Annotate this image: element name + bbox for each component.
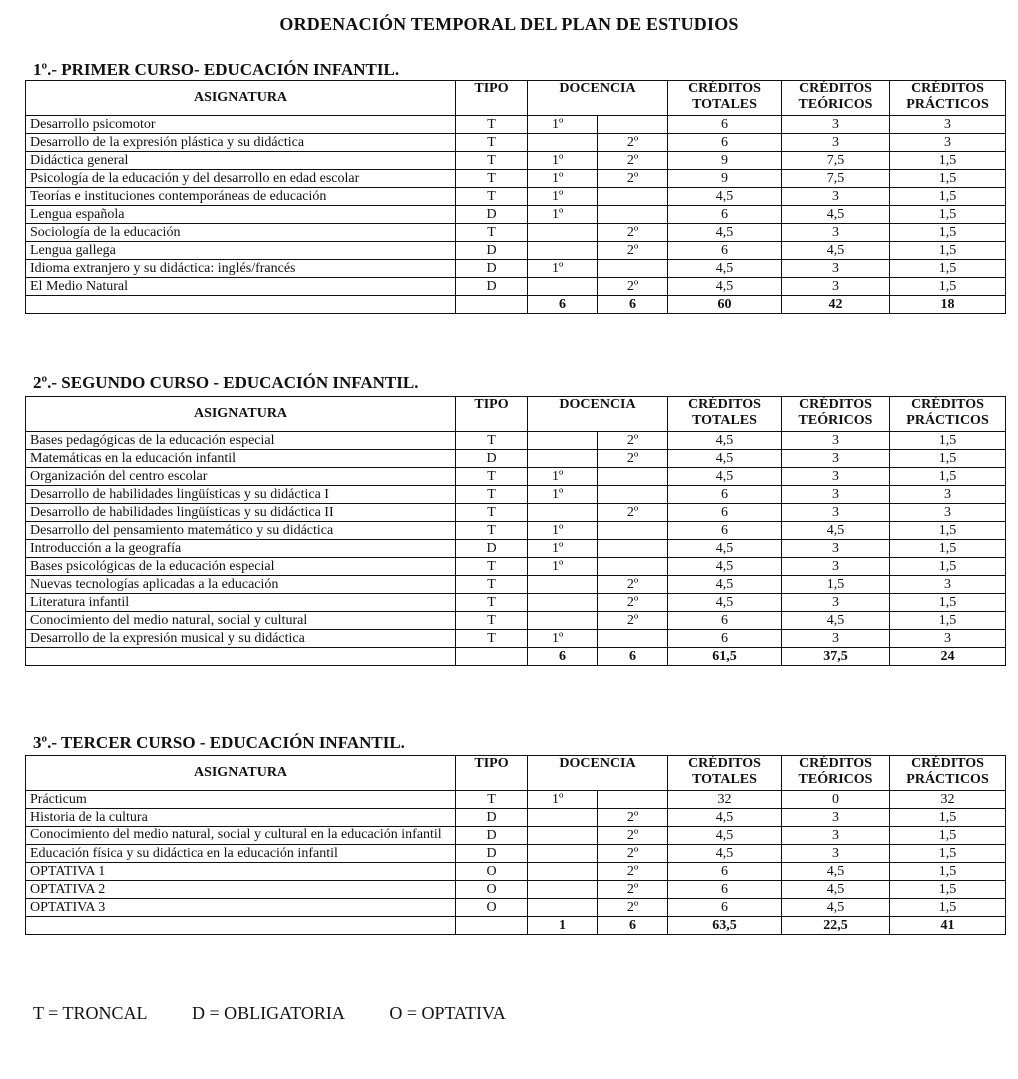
cell-creditos-totales: 6 [668, 206, 782, 224]
cell-asignatura: Desarrollo de habilidades lingüísticas y su didáctica I [26, 486, 456, 504]
total-creditos-teoricos: 37,5 [782, 648, 890, 666]
table-row [26, 558, 1006, 576]
cell-creditos-totales: 6 [668, 242, 782, 260]
section-heading-tercer-curso: 3º.- TERCER CURSO - EDUCACIÓN INFANTIL. [33, 733, 405, 752]
table-row [26, 450, 1006, 468]
cell-docencia-segundo-cuatrimestre: 2º [598, 504, 668, 522]
header-asignatura: ASIGNATURA [26, 397, 456, 432]
table-row [26, 881, 1006, 899]
cell-docencia-primer-cuatrimestre [528, 242, 598, 260]
cell-tipo: T [456, 504, 528, 522]
cell-docencia-primer-cuatrimestre [528, 899, 598, 917]
cell-creditos-totales: 6 [668, 612, 782, 630]
cell-creditos-practicos: 3 [890, 486, 1006, 504]
cell-creditos-totales: 4,5 [668, 450, 782, 468]
cell-docencia-primer-cuatrimestre: 1º [528, 522, 598, 540]
table-total-row [26, 648, 1006, 666]
cell-asignatura: Conocimiento del medio natural, social y cultural en la educación infantil [26, 827, 456, 845]
cell-creditos-totales: 4,5 [668, 845, 782, 863]
cell-asignatura: Introducción a la geografía [26, 540, 456, 558]
total-creditos-totales: 63,5 [668, 917, 782, 935]
cell-creditos-practicos: 1,5 [890, 260, 1006, 278]
total-docencia-segundo: 6 [598, 648, 668, 666]
cell-creditos-totales: 32 [668, 791, 782, 809]
cell-tipo: T [456, 594, 528, 612]
legend-troncal: T = TRONCAL [33, 1003, 148, 1023]
header-tipo: TIPO [456, 756, 528, 791]
cell-tipo: D [456, 242, 528, 260]
table-row [26, 540, 1006, 558]
cell-creditos-teoricos: 3 [782, 432, 890, 450]
cell-creditos-teoricos: 3 [782, 260, 890, 278]
cell-docencia-primer-cuatrimestre: 1º [528, 540, 598, 558]
cell-tipo: T [456, 152, 528, 170]
cell-creditos-teoricos: 4,5 [782, 206, 890, 224]
table-header-row [26, 81, 1006, 116]
cell-creditos-teoricos: 4,5 [782, 881, 890, 899]
total-creditos-teoricos: 22,5 [782, 917, 890, 935]
legend [33, 1003, 546, 1024]
cell-creditos-practicos: 1,5 [890, 242, 1006, 260]
cell-asignatura: Nuevas tecnologías aplicadas a la educación [26, 576, 456, 594]
cell-tipo: O [456, 863, 528, 881]
table-header-row [26, 756, 1006, 791]
cell-creditos-teoricos: 3 [782, 134, 890, 152]
page-title: ORDENACIÓN TEMPORAL DEL PLAN DE ESTUDIOS [279, 14, 739, 34]
table-row [26, 152, 1006, 170]
cell-docencia-segundo-cuatrimestre: 2º [598, 278, 668, 296]
cell-creditos-totales: 6 [668, 522, 782, 540]
cell-creditos-practicos: 1,5 [890, 899, 1006, 917]
cell-tipo: T [456, 558, 528, 576]
cell-asignatura: Desarrollo de la expresión plástica y su didáctica [26, 134, 456, 152]
table-row [26, 863, 1006, 881]
header-creditos-practicos: CRÉDITOS PRÁCTICOS [890, 756, 1006, 791]
cell-creditos-practicos: 1,5 [890, 450, 1006, 468]
cell-docencia-segundo-cuatrimestre [598, 630, 668, 648]
cell-creditos-teoricos: 3 [782, 809, 890, 827]
cell-docencia-primer-cuatrimestre [528, 881, 598, 899]
cell-asignatura: Bases psicológicas de la educación especial [26, 558, 456, 576]
total-blank-cell [456, 648, 528, 666]
cell-docencia-primer-cuatrimestre [528, 594, 598, 612]
legend-obligatoria: D = OBLIGATORIA [192, 1003, 345, 1023]
legend-optativa: O = OPTATIVA [389, 1003, 506, 1023]
cell-creditos-teoricos: 7,5 [782, 152, 890, 170]
cell-docencia-segundo-cuatrimestre [598, 206, 668, 224]
cell-docencia-primer-cuatrimestre [528, 863, 598, 881]
cell-creditos-totales: 4,5 [668, 558, 782, 576]
cell-creditos-totales: 4,5 [668, 827, 782, 845]
cell-creditos-teoricos: 4,5 [782, 863, 890, 881]
cell-tipo: D [456, 206, 528, 224]
cell-docencia-primer-cuatrimestre [528, 612, 598, 630]
cell-docencia-primer-cuatrimestre [528, 450, 598, 468]
header-docencia: DOCENCIA [528, 397, 668, 432]
table-row [26, 576, 1006, 594]
cell-docencia-primer-cuatrimestre: 1º [528, 206, 598, 224]
cell-asignatura: OPTATIVA 3 [26, 899, 456, 917]
total-blank-cell [456, 917, 528, 935]
cell-docencia-segundo-cuatrimestre [598, 486, 668, 504]
cell-docencia-segundo-cuatrimestre: 2º [598, 170, 668, 188]
cell-docencia-primer-cuatrimestre: 1º [528, 170, 598, 188]
table-row [26, 504, 1006, 522]
cell-tipo: D [456, 260, 528, 278]
cell-docencia-primer-cuatrimestre [528, 432, 598, 450]
total-docencia-primer: 1 [528, 917, 598, 935]
table-row [26, 845, 1006, 863]
cell-creditos-totales: 6 [668, 116, 782, 134]
cell-tipo: T [456, 522, 528, 540]
total-docencia-segundo: 6 [598, 917, 668, 935]
cell-creditos-practicos: 1,5 [890, 522, 1006, 540]
cell-creditos-totales: 6 [668, 630, 782, 648]
table-row [26, 206, 1006, 224]
header-creditos-totales: CRÉDITOS TOTALES [668, 81, 782, 116]
table-row [26, 630, 1006, 648]
cell-tipo: T [456, 791, 528, 809]
cell-creditos-teoricos: 4,5 [782, 522, 890, 540]
cell-docencia-segundo-cuatrimestre: 2º [598, 899, 668, 917]
cell-docencia-primer-cuatrimestre [528, 827, 598, 845]
table-row [26, 899, 1006, 917]
cell-docencia-segundo-cuatrimestre [598, 540, 668, 558]
cell-creditos-totales: 4,5 [668, 576, 782, 594]
cell-creditos-practicos: 1,5 [890, 863, 1006, 881]
cell-docencia-segundo-cuatrimestre [598, 522, 668, 540]
cell-creditos-practicos: 1,5 [890, 540, 1006, 558]
total-blank-cell [26, 296, 456, 314]
cell-creditos-totales: 4,5 [668, 188, 782, 206]
table-row [26, 432, 1006, 450]
cell-docencia-segundo-cuatrimestre: 2º [598, 809, 668, 827]
header-creditos-teoricos: CRÉDITOS TEÓRICOS [782, 756, 890, 791]
total-creditos-totales: 61,5 [668, 648, 782, 666]
total-creditos-teoricos: 42 [782, 296, 890, 314]
cell-creditos-teoricos: 3 [782, 116, 890, 134]
cell-docencia-primer-cuatrimestre: 1º [528, 468, 598, 486]
total-blank-cell [26, 648, 456, 666]
cell-docencia-primer-cuatrimestre [528, 278, 598, 296]
header-creditos-teoricos: CRÉDITOS TEÓRICOS [782, 81, 890, 116]
cell-creditos-practicos: 1,5 [890, 558, 1006, 576]
header-creditos-totales: CRÉDITOS TOTALES [668, 756, 782, 791]
cell-tipo: T [456, 576, 528, 594]
cell-creditos-totales: 4,5 [668, 260, 782, 278]
plan-table-tercer-curso [25, 755, 1006, 935]
table-row [26, 242, 1006, 260]
cell-creditos-practicos: 3 [890, 630, 1006, 648]
cell-creditos-teoricos: 3 [782, 630, 890, 648]
cell-asignatura: Organización del centro escolar [26, 468, 456, 486]
cell-asignatura: Sociología de la educación [26, 224, 456, 242]
cell-creditos-practicos: 3 [890, 576, 1006, 594]
cell-asignatura: OPTATIVA 2 [26, 881, 456, 899]
table-row [26, 594, 1006, 612]
cell-docencia-segundo-cuatrimestre: 2º [598, 576, 668, 594]
table-row [26, 522, 1006, 540]
cell-creditos-teoricos: 3 [782, 594, 890, 612]
cell-creditos-teoricos: 0 [782, 791, 890, 809]
cell-creditos-totales: 6 [668, 504, 782, 522]
cell-creditos-teoricos: 3 [782, 450, 890, 468]
cell-creditos-practicos: 1,5 [890, 188, 1006, 206]
header-docencia: DOCENCIA [528, 756, 668, 791]
section-heading-primer-curso: 1º.- PRIMER CURSO- EDUCACIÓN INFANTIL. [33, 60, 400, 79]
cell-tipo: D [456, 809, 528, 827]
cell-docencia-primer-cuatrimestre [528, 224, 598, 242]
cell-tipo: T [456, 188, 528, 206]
cell-docencia-primer-cuatrimestre: 1º [528, 791, 598, 809]
cell-asignatura: Lengua española [26, 206, 456, 224]
cell-asignatura: Bases pedagógicas de la educación especial [26, 432, 456, 450]
cell-docencia-primer-cuatrimestre [528, 504, 598, 522]
header-asignatura: ASIGNATURA [26, 81, 456, 116]
cell-creditos-totales: 9 [668, 170, 782, 188]
cell-tipo: D [456, 827, 528, 845]
table-row [26, 224, 1006, 242]
cell-tipo: T [456, 116, 528, 134]
cell-asignatura: Matemáticas en la educación infantil [26, 450, 456, 468]
table-total-row [26, 917, 1006, 935]
cell-creditos-totales: 4,5 [668, 278, 782, 296]
cell-creditos-practicos: 1,5 [890, 432, 1006, 450]
cell-docencia-primer-cuatrimestre: 1º [528, 188, 598, 206]
cell-creditos-teoricos: 1,5 [782, 576, 890, 594]
cell-creditos-practicos: 1,5 [890, 170, 1006, 188]
cell-creditos-practicos: 3 [890, 504, 1006, 522]
cell-creditos-totales: 4,5 [668, 468, 782, 486]
cell-tipo: D [456, 540, 528, 558]
cell-creditos-practicos: 3 [890, 116, 1006, 134]
cell-creditos-teoricos: 3 [782, 486, 890, 504]
total-creditos-totales: 60 [668, 296, 782, 314]
table-row [26, 809, 1006, 827]
cell-tipo: T [456, 612, 528, 630]
total-docencia-primer: 6 [528, 296, 598, 314]
cell-tipo: T [456, 224, 528, 242]
cell-docencia-primer-cuatrimestre [528, 845, 598, 863]
cell-docencia-segundo-cuatrimestre: 2º [598, 242, 668, 260]
cell-docencia-segundo-cuatrimestre: 2º [598, 134, 668, 152]
cell-tipo: T [456, 170, 528, 188]
header-creditos-totales: CRÉDITOS TOTALES [668, 397, 782, 432]
cell-creditos-practicos: 3 [890, 134, 1006, 152]
plan-table-segundo-curso [25, 396, 1006, 666]
cell-creditos-teoricos: 4,5 [782, 612, 890, 630]
cell-creditos-teoricos: 3 [782, 188, 890, 206]
total-blank-cell [26, 917, 456, 935]
cell-creditos-totales: 4,5 [668, 594, 782, 612]
cell-docencia-segundo-cuatrimestre: 2º [598, 845, 668, 863]
cell-creditos-practicos: 32 [890, 791, 1006, 809]
cell-creditos-totales: 4,5 [668, 540, 782, 558]
cell-asignatura: Didáctica general [26, 152, 456, 170]
cell-creditos-totales: 6 [668, 134, 782, 152]
cell-creditos-practicos: 1,5 [890, 224, 1006, 242]
cell-creditos-practicos: 1,5 [890, 845, 1006, 863]
cell-creditos-totales: 9 [668, 152, 782, 170]
cell-creditos-totales: 4,5 [668, 432, 782, 450]
cell-asignatura: Teorías e instituciones contemporáneas de educación [26, 188, 456, 206]
cell-tipo: T [456, 134, 528, 152]
table-row [26, 188, 1006, 206]
cell-docencia-segundo-cuatrimestre: 2º [598, 224, 668, 242]
cell-docencia-primer-cuatrimestre: 1º [528, 630, 598, 648]
cell-asignatura: Idioma extranjero y su didáctica: inglés/francés [26, 260, 456, 278]
table-row [26, 468, 1006, 486]
header-creditos-practicos: CRÉDITOS PRÁCTICOS [890, 81, 1006, 116]
cell-tipo: T [456, 630, 528, 648]
cell-creditos-totales: 6 [668, 863, 782, 881]
cell-creditos-totales: 4,5 [668, 809, 782, 827]
table-row [26, 134, 1006, 152]
cell-tipo: D [456, 278, 528, 296]
cell-creditos-practicos: 1,5 [890, 468, 1006, 486]
total-creditos-practicos: 18 [890, 296, 1006, 314]
table-row [26, 260, 1006, 278]
header-docencia: DOCENCIA [528, 81, 668, 116]
cell-tipo: T [456, 432, 528, 450]
section-heading-segundo-curso: 2º.- SEGUNDO CURSO - EDUCACIÓN INFANTIL. [33, 373, 419, 392]
cell-tipo: D [456, 450, 528, 468]
table-row [26, 791, 1006, 809]
cell-creditos-practicos: 1,5 [890, 278, 1006, 296]
cell-asignatura: Psicología de la educación y del desarrollo en edad escolar [26, 170, 456, 188]
cell-docencia-segundo-cuatrimestre [598, 791, 668, 809]
cell-creditos-practicos: 1,5 [890, 612, 1006, 630]
cell-docencia-primer-cuatrimestre: 1º [528, 152, 598, 170]
cell-docencia-segundo-cuatrimestre: 2º [598, 432, 668, 450]
cell-asignatura: Desarrollo del pensamiento matemático y su didáctica [26, 522, 456, 540]
cell-docencia-primer-cuatrimestre: 1º [528, 558, 598, 576]
total-creditos-practicos: 24 [890, 648, 1006, 666]
cell-docencia-primer-cuatrimestre [528, 809, 598, 827]
cell-creditos-teoricos: 3 [782, 224, 890, 242]
cell-asignatura: Desarrollo psicomotor [26, 116, 456, 134]
cell-docencia-segundo-cuatrimestre [598, 558, 668, 576]
cell-tipo: T [456, 468, 528, 486]
cell-asignatura: Prácticum [26, 791, 456, 809]
cell-creditos-teoricos: 4,5 [782, 899, 890, 917]
cell-docencia-primer-cuatrimestre: 1º [528, 486, 598, 504]
cell-creditos-practicos: 1,5 [890, 594, 1006, 612]
cell-docencia-primer-cuatrimestre: 1º [528, 260, 598, 278]
cell-creditos-totales: 6 [668, 881, 782, 899]
cell-creditos-totales: 6 [668, 486, 782, 504]
cell-creditos-teoricos: 3 [782, 540, 890, 558]
cell-creditos-teoricos: 4,5 [782, 242, 890, 260]
cell-docencia-segundo-cuatrimestre: 2º [598, 450, 668, 468]
cell-docencia-segundo-cuatrimestre: 2º [598, 612, 668, 630]
cell-creditos-teoricos: 7,5 [782, 170, 890, 188]
cell-docencia-segundo-cuatrimestre [598, 188, 668, 206]
cell-docencia-segundo-cuatrimestre [598, 468, 668, 486]
cell-creditos-practicos: 1,5 [890, 881, 1006, 899]
total-blank-cell [456, 296, 528, 314]
cell-creditos-teoricos: 3 [782, 504, 890, 522]
cell-asignatura: Conocimiento del medio natural, social y cultural [26, 612, 456, 630]
cell-asignatura: Literatura infantil [26, 594, 456, 612]
cell-creditos-practicos: 1,5 [890, 827, 1006, 845]
cell-asignatura: Desarrollo de habilidades lingüísticas y su didáctica II [26, 504, 456, 522]
cell-docencia-segundo-cuatrimestre: 2º [598, 152, 668, 170]
cell-creditos-totales: 4,5 [668, 224, 782, 242]
cell-docencia-segundo-cuatrimestre: 2º [598, 827, 668, 845]
table-row [26, 827, 1006, 845]
cell-docencia-primer-cuatrimestre [528, 576, 598, 594]
table-row [26, 170, 1006, 188]
table-row [26, 116, 1006, 134]
cell-docencia-segundo-cuatrimestre: 2º [598, 881, 668, 899]
table-row [26, 278, 1006, 296]
table-row [26, 486, 1006, 504]
header-tipo: TIPO [456, 397, 528, 432]
cell-creditos-practicos: 1,5 [890, 206, 1006, 224]
header-asignatura: ASIGNATURA [26, 756, 456, 791]
cell-asignatura: El Medio Natural [26, 278, 456, 296]
cell-creditos-practicos: 1,5 [890, 152, 1006, 170]
cell-creditos-totales: 6 [668, 899, 782, 917]
cell-creditos-practicos: 1,5 [890, 809, 1006, 827]
cell-asignatura: Historia de la cultura [26, 809, 456, 827]
total-docencia-primer: 6 [528, 648, 598, 666]
plan-table-primer-curso [25, 80, 1006, 314]
cell-docencia-primer-cuatrimestre [528, 134, 598, 152]
cell-docencia-primer-cuatrimestre: 1º [528, 116, 598, 134]
cell-asignatura: Desarrollo de la expresión musical y su didáctica [26, 630, 456, 648]
cell-creditos-teoricos: 3 [782, 278, 890, 296]
cell-creditos-teoricos: 3 [782, 558, 890, 576]
total-creditos-practicos: 41 [890, 917, 1006, 935]
header-tipo: TIPO [456, 81, 528, 116]
cell-docencia-segundo-cuatrimestre [598, 260, 668, 278]
cell-asignatura: OPTATIVA 1 [26, 863, 456, 881]
cell-tipo: O [456, 881, 528, 899]
cell-asignatura: Lengua gallega [26, 242, 456, 260]
cell-creditos-teoricos: 3 [782, 845, 890, 863]
cell-creditos-teoricos: 3 [782, 468, 890, 486]
table-header-row [26, 397, 1006, 432]
cell-tipo: D [456, 845, 528, 863]
total-docencia-segundo: 6 [598, 296, 668, 314]
cell-docencia-segundo-cuatrimestre: 2º [598, 863, 668, 881]
cell-asignatura: Educación física y su didáctica en la educación infantil [26, 845, 456, 863]
table-row [26, 612, 1006, 630]
cell-tipo: O [456, 899, 528, 917]
header-creditos-practicos: CRÉDITOS PRÁCTICOS [890, 397, 1006, 432]
header-creditos-teoricos: CRÉDITOS TEÓRICOS [782, 397, 890, 432]
cell-creditos-teoricos: 3 [782, 827, 890, 845]
cell-docencia-segundo-cuatrimestre [598, 116, 668, 134]
cell-docencia-segundo-cuatrimestre: 2º [598, 594, 668, 612]
table-total-row [26, 296, 1006, 314]
cell-tipo: T [456, 486, 528, 504]
